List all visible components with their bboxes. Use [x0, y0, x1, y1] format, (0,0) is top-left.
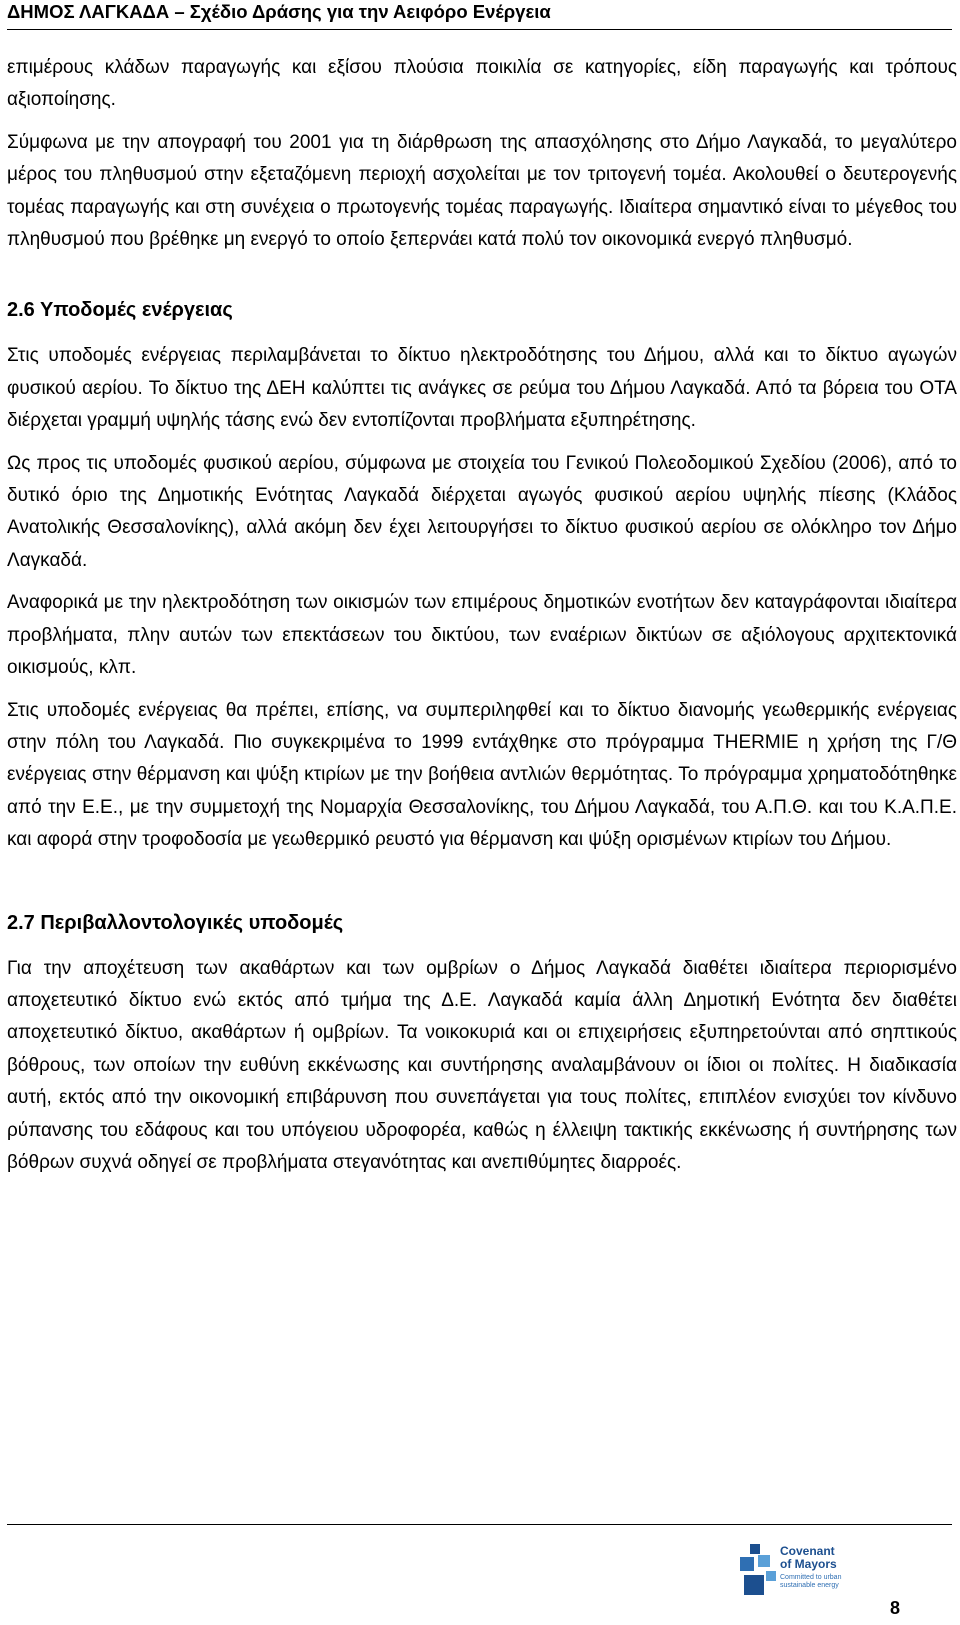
- paragraph-2-6-2: Ως προς τις υποδομές φυσικού αερίου, σύμφωνα με στοιχεία του Γενικού Πολεοδομικού Σχεδίου (2006), από το δυτικό όριο της Δημοτικής Ενότητας Λαγκαδά διέρχεται αγωγός φυσικού αερίου υψηλής πίεσης (Κλάδος Ανατολικής Θεσσαλονίκης), αλλά ακόμη δεν έχει λειτουργήσει το δίκτυο φυσικού αερίου σε ολόκληρο τον Δήμο Λαγκαδά.: [7, 452, 957, 571]
- logo-line-2: of Mayors: [780, 1557, 837, 1571]
- covenant-of-mayors-logo: [736, 1541, 856, 1619]
- paragraph-2-7-1: Για την αποχέτευση των ακαθάρτων και των ομβρίων ο Δήμος Λαγκαδά διαθέτει ιδιαίτερα περιορισμένο αποχετευτικό δίκτυο ενώ εκτός από τμήμα της Δ.Ε. Λαγκαδά καμία άλλη Δημοτική Ενότητα δεν διαθέτει αποχετευτικό δίκτυο, ακαθάρτων ή ομβρίων. Τα νοικοκυριά και οι επιχειρήσεις εξυπηρετούνται από σηπτικούς βόθρους, των οποίων την ευθύνη εκκένωσης και συντήρησης αναλαμβάνουν οι ίδιοι οι πολίτες. Η διαδικασία αυτή, εκτός από την οικονομική επιβάρυνση που συνεπάγεται για τους πολίτες, επιπλέον ενισχύει τον κίνδυνο ρύπανσης του εδάφους και του υπόγειου υδροφορέα, καθώς η έλλειψη τακτικής εκκένωσης ή συντήρησης των βόθρων συχνά οδηγεί σε προβλήματα στεγανότητας και ανεπιθύμητες διαρροές.: [7, 957, 957, 1173]
- paragraph-intro-1: επιμέρους κλάδων παραγωγής και εξίσου πλούσια ποικιλία σε κατηγορίες, είδη παραγωγής και τρόπους αξιοποίησης.: [7, 57, 957, 111]
- header-divider: [7, 29, 952, 30]
- logo-line-1: Covenant: [780, 1544, 835, 1558]
- section-heading-2-7: 2.7 Περιβαλλοντολογικές υποδομές: [7, 911, 344, 934]
- paragraph-2-6-4: Στις υποδομές ενέργειας θα πρέπει, επίσης, να συμπεριληφθεί και το δίκτυο διανομής γεωθερμικής ενέργειας στην πόλη του Λαγκαδά. Πιο συγκεκριμένα το 1999 εντάχθηκε στο πρόγραμμα THERMIE η χρήση της Γ/Θ ενέργειας στην θέρμανση και ψύξη κτιρίων με την βοήθεια αντλιών θερμότητας. Το πρόγραμμα χρηματοδότηθηκε από την Ε.Ε., με την συμμετοχή της Νομαρχία Θεσσαλονίκης, του Δήμου Λαγκαδά, του Α.Π.Θ. και του Κ.Α.Π.Ε. και αφορά στην τροφοδοσία με γεωθερμικό ρευστό για θέρμανση και ψύξη ορισμένων κτιρίων του Δήμου.: [7, 699, 957, 851]
- logo-text: [780, 1545, 856, 1590]
- document-body: [7, 52, 957, 1179]
- page-number: 8: [890, 1598, 901, 1618]
- logo-tagline: Committed to urban sustainable energy: [780, 1574, 842, 1589]
- footer-divider: [7, 1524, 952, 1525]
- page-header: [7, 0, 953, 34]
- covenant-star-icon: [736, 1541, 780, 1601]
- section-heading-2-6: 2.6 Υποδομές ενέργειας: [7, 299, 233, 322]
- paragraph-intro-2: Σύμφωνα με την απογραφή του 2001 για τη διάρθρωση της απασχόλησης στο Δήμο Λαγκαδά, το μεγαλύτερο μέρος του πληθυσμού στην εξεταζόμενη περιοχή ασχολείται με τον τριτογενή τομέα. Ακολουθεί ο δευτερογενής τομέας παραγωγής και στη συνέχεια ο πρωτογενής τομέας παραγωγής. Ιδιαίτερα σημαντικό είναι το μέγεθος του πληθυσμού που βρέθηκε μη ενεργό το οποίο ξεπερνάει κατά πολύ τον οικονομικά ενεργό πληθυσμό.: [7, 131, 957, 251]
- paragraph-2-6-3: Αναφορικά με την ηλεκτροδότηση των οικισμών των επιμέρους δημοτικών ενοτήτων δεν καταγράφονται ιδιαίτερα προβλήματα, πλην αυτών των επεκτάσεων του δικτύου, των εναέριων δικτύων σε αξιόλογους αρχιτεκτονικά οικισμούς, κλπ.: [7, 592, 957, 679]
- paragraph-2-6-1: Στις υποδομές ενέργειας περιλαμβάνεται το δίκτυο ηλεκτροδότησης του Δήμου, αλλά και το δίκτυο αγωγών φυσικού αερίου. Το δίκτυο της ΔΕΗ καλύπτει τις ανάγκες σε ρεύμα του Δήμου Λαγκαδά. Από τα βόρεια του ΟΤΑ διέρχεται γραμμή υψηλής τάσης ενώ δεν εντοπίζονται προβλήματα εξυπηρέτησης.: [7, 345, 957, 432]
- document-title: ΔΗΜΟΣ ΛΑΓΚΑΔΑ – Σχέδιο Δράσης για την Αειφόρο Ενέργεια: [7, 1, 551, 22]
